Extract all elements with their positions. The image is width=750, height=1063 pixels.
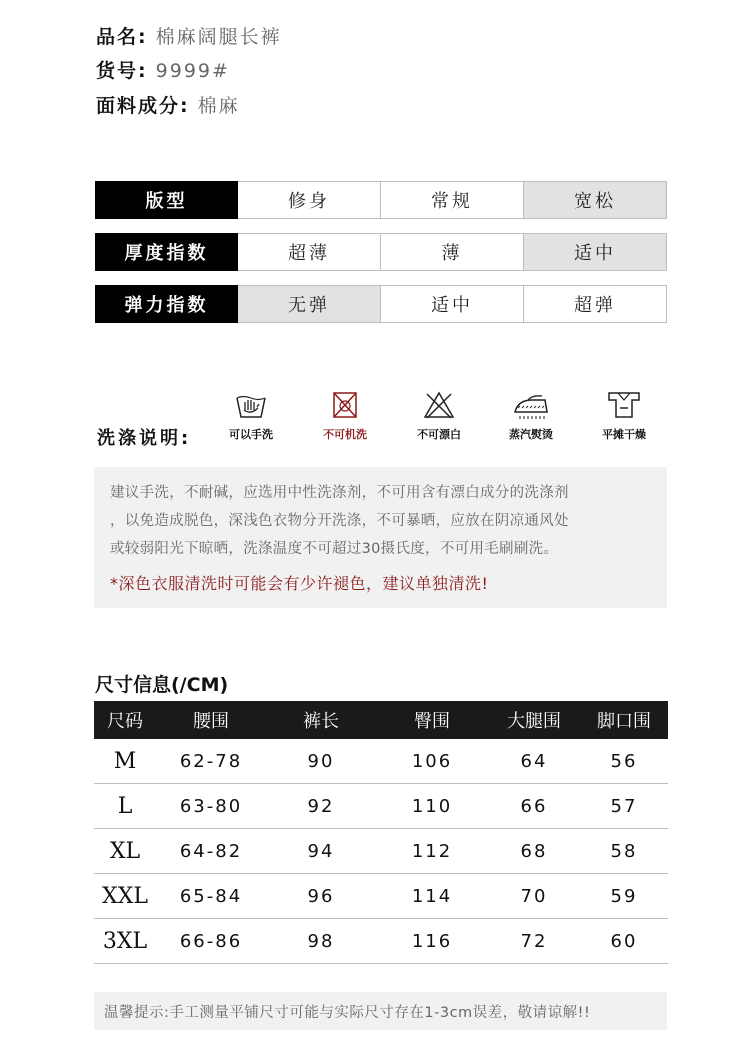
attr-label: 弹力指数 [95, 285, 238, 323]
length-cell: 92 [307, 795, 335, 817]
product-fabric-value: 棉麻 [197, 95, 240, 117]
waist-cell: 63-80 [179, 795, 243, 817]
hip-cell: 114 [411, 885, 453, 907]
attr-option: 超薄 [238, 233, 381, 271]
hip-cell: 112 [411, 840, 453, 862]
size-table-header [94, 701, 668, 739]
attr-label: 厚度指数 [95, 233, 238, 271]
thigh-cell: 66 [520, 795, 548, 817]
product-fabric-row [96, 91, 240, 118]
attr-option: 薄 [381, 233, 524, 271]
washing-warning: *深色衣服清洗时可能会有少许褪色，建议单独清洗! [110, 574, 489, 593]
wash-icon-label: 不可漂白 [417, 428, 461, 441]
waist-cell: 64-82 [179, 840, 243, 862]
thigh-cell: 70 [520, 885, 548, 907]
no-machine-wash-icon [330, 390, 360, 420]
size-header-cell: 臀围 [414, 711, 450, 732]
length-cell: 94 [307, 840, 335, 862]
size-cell: L [117, 793, 133, 819]
waist-cell: 66-86 [179, 930, 243, 952]
thigh-cell: 68 [520, 840, 548, 862]
dry-flat-item [594, 390, 654, 442]
attr-option-selected: 宽松 [524, 181, 667, 219]
size-header-cell: 裤长 [303, 711, 339, 732]
hand-wash-icon [234, 390, 268, 420]
attr-option-selected: 无弹 [238, 285, 381, 323]
no-bleach-item [409, 390, 469, 442]
thigh-cell: 64 [520, 750, 548, 772]
hem-cell: 59 [610, 885, 638, 907]
product-name-label: 品名: [96, 26, 148, 48]
hem-cell: 60 [610, 930, 638, 952]
no-machine-wash-item [315, 390, 375, 442]
product-sku-value: 9999# [155, 60, 230, 82]
size-cell: XL [109, 838, 141, 864]
hem-cell: 58 [610, 840, 638, 862]
product-fabric-label: 面料成分: [96, 95, 190, 117]
dry-flat-icon [606, 390, 642, 420]
washing-title: 洗涤说明: [97, 428, 192, 449]
product-name-value: 棉麻阔腿长裤 [155, 26, 282, 48]
size-cell: M [113, 748, 137, 774]
attr-option-selected: 适中 [524, 233, 667, 271]
waist-cell: 62-78 [179, 750, 243, 772]
table-row [94, 784, 668, 829]
table-row [94, 874, 668, 919]
wash-icon-label: 可以手洗 [229, 428, 273, 441]
hip-cell: 116 [411, 930, 453, 952]
steam-iron-icon [512, 390, 550, 420]
hip-cell: 110 [411, 795, 453, 817]
length-cell: 98 [307, 930, 335, 952]
waist-cell: 65-84 [179, 885, 243, 907]
washing-note-line: 或较弱阳光下晾晒，洗涤温度不可超过30摄氏度，不可用毛刷刷洗。 [110, 541, 559, 557]
measurement-tip: 温馨提示:手工测量平铺尺寸可能与实际尺寸存在1-3cm误差，敬请谅解!! [94, 992, 667, 1030]
size-title: 尺寸信息(/CM) [95, 674, 229, 696]
attr-option: 常规 [381, 181, 524, 219]
size-header-cell: 脚口围 [597, 711, 651, 732]
washing-note-line: ，以免造成脱色，深浅色衣物分开洗涤，不可暴晒，应放在阴凉通风处 [110, 513, 569, 529]
size-cell: 3XL [102, 928, 148, 954]
steam-iron-item [501, 390, 561, 442]
hand-wash-item [221, 390, 281, 442]
wash-icon-label: 平摊干燥 [602, 428, 646, 441]
size-header-cell: 大腿围 [507, 711, 561, 732]
washing-note-line: 建议手洗，不耐碱，应选用中性洗涤剂，不可用含有漂白成分的洗涤剂 [110, 485, 569, 501]
hem-cell: 57 [610, 795, 638, 817]
table-row [94, 829, 668, 874]
attr-label: 版型 [95, 181, 238, 219]
attr-option: 适中 [381, 285, 524, 323]
length-cell: 90 [307, 750, 335, 772]
size-header-cell: 腰围 [193, 711, 229, 732]
attr-row-elasticity [95, 285, 667, 323]
product-sku-row [96, 56, 230, 83]
size-header-cell: 尺码 [107, 711, 143, 732]
size-cell: XXL [102, 883, 148, 909]
table-row [94, 739, 668, 784]
attr-option: 超弹 [524, 285, 667, 323]
size-table [94, 701, 668, 964]
attr-option: 修身 [238, 181, 381, 219]
hem-cell: 56 [610, 750, 638, 772]
thigh-cell: 72 [520, 930, 548, 952]
no-bleach-icon [423, 390, 455, 420]
attr-row-thickness [95, 233, 667, 271]
hip-cell: 106 [411, 750, 453, 772]
attr-row-fit [95, 181, 667, 219]
product-name-row [96, 22, 282, 49]
washing-note-box [94, 467, 667, 608]
product-sku-label: 货号: [96, 60, 148, 82]
wash-icon-label: 蒸汽熨烫 [509, 428, 553, 441]
table-row [94, 919, 668, 964]
length-cell: 96 [307, 885, 335, 907]
wash-icon-label: 不可机洗 [323, 428, 367, 441]
